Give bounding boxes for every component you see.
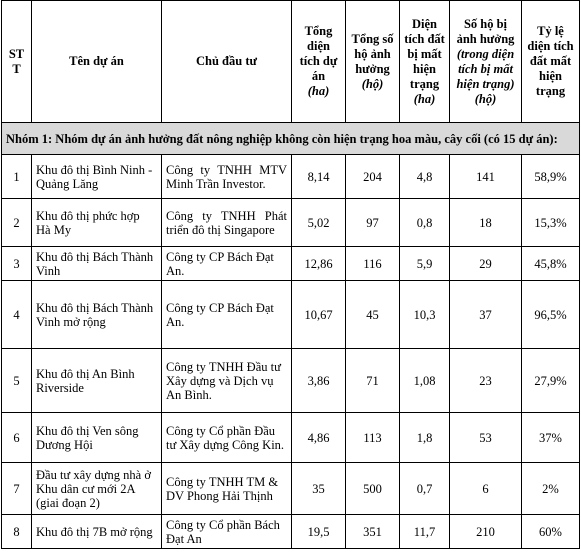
- cell-lost-ratio: 15,3%: [522, 199, 580, 247]
- header-lost-ratio: Tỷ lệ diện tích đất mất hiện trạng: [522, 1, 580, 123]
- cell-project-name: Khu đô thị An Bình Riverside: [32, 349, 162, 413]
- cell-stt: 6: [2, 413, 32, 463]
- cell-project-name: Đầu tư xây dựng nhà ở Khu dân cư mới 2A (giai đoạn 2): [32, 463, 162, 515]
- cell-investor: Công ty CP Bách Đạt An.: [162, 281, 292, 349]
- cell-affected-households: 210: [450, 515, 522, 549]
- cell-lost-ratio: 37%: [522, 413, 580, 463]
- table-row: [2, 413, 580, 463]
- cell-lost-area: 1,8: [400, 413, 450, 463]
- table-row: [2, 247, 580, 281]
- group-label: Nhóm 1: Nhóm dự án ảnh hưởng đất nông nghiệp không còn hiện trạng hoa màu, cây cối (có 15 dự án):: [2, 123, 580, 155]
- cell-investor: Công ty Cổ phần Bách Đạt An: [162, 515, 292, 549]
- cell-project-name: Khu đô thị phức hợp Hà My: [32, 199, 162, 247]
- cell-lost-ratio: 45,8%: [522, 247, 580, 281]
- cell-affected-households: 53: [450, 413, 522, 463]
- cell-stt: 8: [2, 515, 32, 549]
- cell-investor: Công ty Cổ phần Đầu tư Xây dựng Công Kin.: [162, 413, 292, 463]
- cell-investor: Công ty TNHH MTV Minh Trần Investor.: [162, 155, 292, 199]
- cell-stt: 1: [2, 155, 32, 199]
- cell-affected-households: 6: [450, 463, 522, 515]
- cell-lost-area: 5,9: [400, 247, 450, 281]
- header-affected-households: Số hộ bị ảnh hưởng (trong diện tích bị mất hiện trạng) (hộ): [450, 1, 522, 123]
- cell-total-area: 8,14: [292, 155, 346, 199]
- cell-stt: 4: [2, 281, 32, 349]
- cell-total-households: 45: [346, 281, 400, 349]
- cell-lost-ratio: 58,9%: [522, 155, 580, 199]
- cell-affected-households: 23: [450, 349, 522, 413]
- cell-total-area: 10,67: [292, 281, 346, 349]
- cell-total-area: 19,5: [292, 515, 346, 549]
- cell-investor: Công ty TNHH TM & DV Phong Hải Thịnh: [162, 463, 292, 515]
- cell-affected-households: 29: [450, 247, 522, 281]
- cell-total-area: 12,86: [292, 247, 346, 281]
- cell-lost-ratio: 96,5%: [522, 281, 580, 349]
- cell-affected-households: 141: [450, 155, 522, 199]
- cell-lost-area: 0,7: [400, 463, 450, 515]
- cell-investor: Công ty TNHH Phát triển đô thị Singapore: [162, 199, 292, 247]
- project-table: [1, 0, 580, 549]
- cell-affected-households: 18: [450, 199, 522, 247]
- cell-investor: Công ty TNHH Đầu tư Xây dựng và Dịch vụ An Bình.: [162, 349, 292, 413]
- cell-total-households: 204: [346, 155, 400, 199]
- group-row: [2, 123, 580, 155]
- cell-lost-ratio: 27,9%: [522, 349, 580, 413]
- cell-stt: 5: [2, 349, 32, 413]
- header-total-households: Tổng số hộ ảnh hưởng (hộ): [346, 1, 400, 123]
- header-investor: Chủ đầu tư: [162, 1, 292, 123]
- cell-lost-ratio: 60%: [522, 515, 580, 549]
- cell-lost-area: 11,7: [400, 515, 450, 549]
- header-row: [2, 1, 580, 123]
- cell-project-name: Khu đô thị Bình Ninh - Quảng Lăng: [32, 155, 162, 199]
- cell-project-name: Khu đô thị Bách Thành Vinh: [32, 247, 162, 281]
- cell-total-households: 113: [346, 413, 400, 463]
- table-row: [2, 155, 580, 199]
- cell-lost-area: 4,8: [400, 155, 450, 199]
- table-row: [2, 199, 580, 247]
- cell-project-name: Khu đô thị 7B mở rộng: [32, 515, 162, 549]
- cell-affected-households: 37: [450, 281, 522, 349]
- cell-total-area: 5,02: [292, 199, 346, 247]
- cell-total-households: 351: [346, 515, 400, 549]
- cell-total-households: 71: [346, 349, 400, 413]
- cell-project-name: Khu đô thị Bách Thành Vinh mở rộng: [32, 281, 162, 349]
- cell-project-name: Khu đô thị Ven sông Dương Hội: [32, 413, 162, 463]
- header-total-area: Tổng diện tích dự án (ha): [292, 1, 346, 123]
- cell-total-households: 116: [346, 247, 400, 281]
- cell-total-households: 500: [346, 463, 400, 515]
- cell-lost-area: 10,3: [400, 281, 450, 349]
- cell-total-households: 97: [346, 199, 400, 247]
- table-row: [2, 515, 580, 549]
- table-row: [2, 281, 580, 349]
- table-row: [2, 349, 580, 413]
- header-stt: ST T: [2, 1, 32, 123]
- header-project-name: Tên dự án: [32, 1, 162, 123]
- cell-stt: 3: [2, 247, 32, 281]
- cell-stt: 2: [2, 199, 32, 247]
- table-row: [2, 463, 580, 515]
- cell-investor: Công ty CP Bách Đạt An.: [162, 247, 292, 281]
- cell-lost-area: 1,08: [400, 349, 450, 413]
- cell-stt: 7: [2, 463, 32, 515]
- cell-total-area: 35: [292, 463, 346, 515]
- cell-total-area: 4,86: [292, 413, 346, 463]
- cell-lost-ratio: 2%: [522, 463, 580, 515]
- cell-total-area: 3,86: [292, 349, 346, 413]
- header-lost-area: Diện tích đất bị mất hiện trạng (ha): [400, 1, 450, 123]
- cell-lost-area: 0,8: [400, 199, 450, 247]
